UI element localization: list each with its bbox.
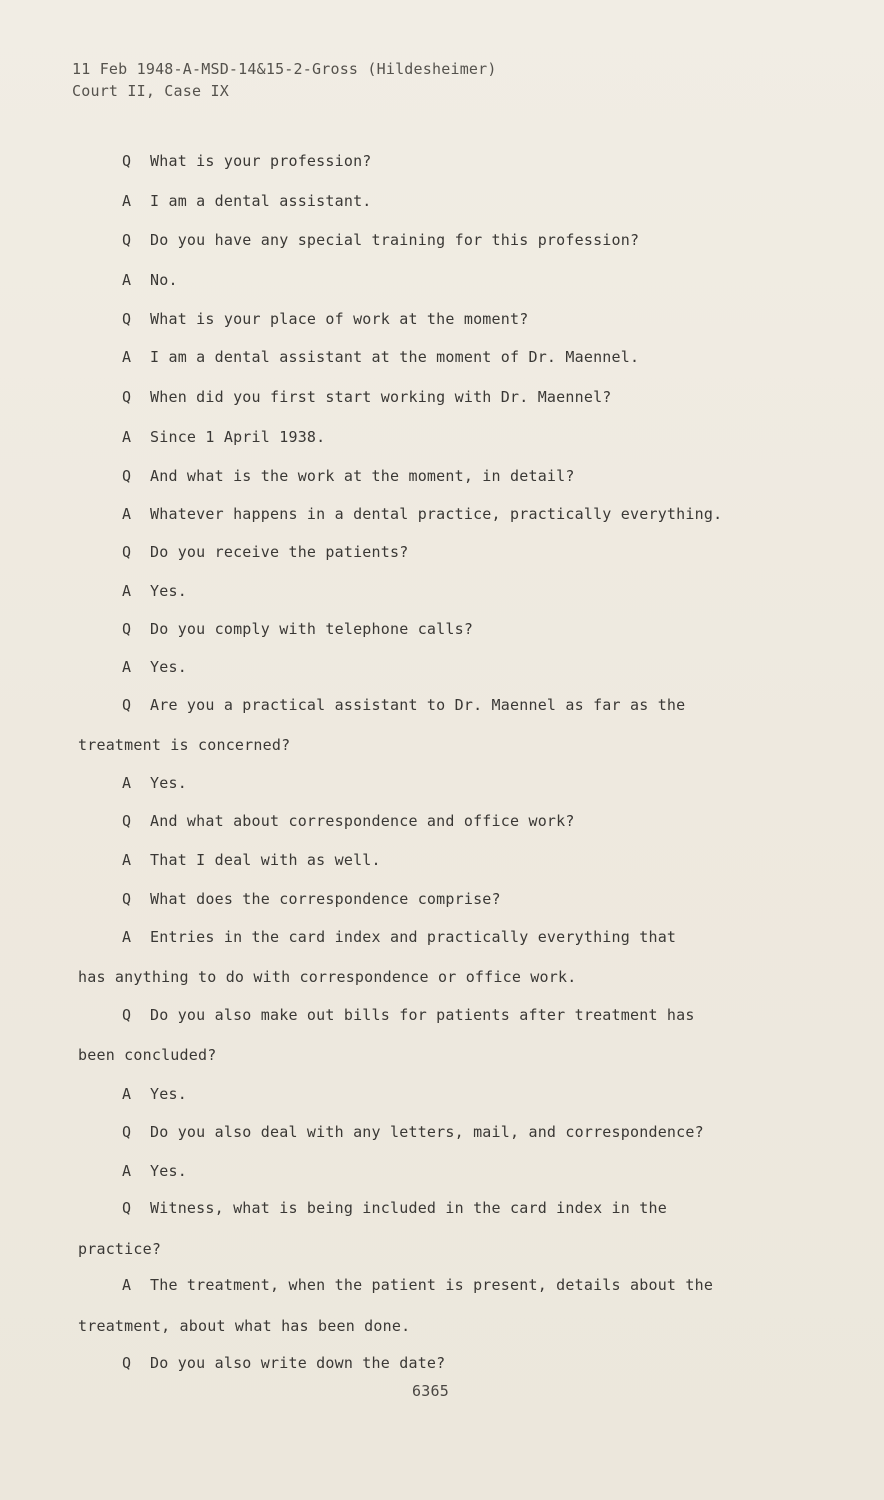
transcript-text: Do you also write down the date? bbox=[150, 1354, 446, 1372]
transcript-text: Do you receive the patients? bbox=[150, 543, 409, 561]
speaker-marker: A bbox=[122, 192, 132, 210]
transcript-line bbox=[122, 774, 187, 792]
transcript-text: treatment is concerned? bbox=[78, 736, 291, 754]
transcript-text: When did you first start working with Dr. Maennel? bbox=[150, 388, 612, 406]
speaker-marker: Q bbox=[122, 620, 132, 638]
transcript-text: I am a dental assistant at the moment of Dr. Maennel. bbox=[150, 348, 640, 366]
speaker-marker: A bbox=[122, 582, 132, 600]
speaker-marker: A bbox=[122, 428, 132, 446]
transcript-text: I am a dental assistant. bbox=[150, 192, 372, 210]
transcript-continuation-line bbox=[78, 1046, 216, 1064]
speaker-marker: Q bbox=[122, 467, 132, 485]
speaker-marker: A bbox=[122, 1085, 132, 1103]
transcript-text: Yes. bbox=[150, 1162, 187, 1180]
transcript-text: What does the correspondence comprise? bbox=[150, 890, 501, 908]
transcript-text: And what is the work at the moment, in detail? bbox=[150, 467, 575, 485]
speaker-marker: A bbox=[122, 271, 132, 289]
speaker-marker: Q bbox=[122, 231, 132, 249]
transcript-line bbox=[122, 620, 473, 638]
transcript-continuation-line bbox=[78, 736, 290, 754]
speaker-marker: Q bbox=[122, 890, 132, 908]
transcript-line bbox=[122, 310, 528, 328]
transcript-line bbox=[122, 928, 676, 946]
speaker-marker: A bbox=[122, 1276, 132, 1294]
transcript-text: Do you have any special training for this profession? bbox=[150, 231, 640, 249]
speaker-marker: A bbox=[122, 348, 132, 366]
transcript-text: Do you also deal with any letters, mail, and correspondence? bbox=[150, 1123, 704, 1141]
transcript-line bbox=[122, 1276, 713, 1294]
document-header bbox=[72, 58, 497, 102]
transcript-text: What is your profession? bbox=[150, 152, 372, 170]
transcript-text: And what about correspondence and office work? bbox=[150, 812, 575, 830]
speaker-marker: Q bbox=[122, 388, 132, 406]
speaker-marker: Q bbox=[122, 696, 132, 714]
transcript-line bbox=[122, 231, 639, 249]
transcript-text: treatment, about what has been done. bbox=[78, 1317, 411, 1335]
transcript-line bbox=[122, 467, 575, 485]
speaker-marker: A bbox=[122, 1162, 132, 1180]
transcript-text: Do you also make out bills for patients after treatment has bbox=[150, 1006, 695, 1024]
transcript-text: What is your place of work at the moment? bbox=[150, 310, 529, 328]
speaker-marker: A bbox=[122, 774, 132, 792]
transcript-line bbox=[122, 1162, 187, 1180]
header-court-line: Court II, Case IX bbox=[72, 82, 229, 100]
transcript-text: been concluded? bbox=[78, 1046, 217, 1064]
speaker-marker: Q bbox=[122, 812, 132, 830]
transcript-text: The treatment, when the patient is present, details about the bbox=[150, 1276, 714, 1294]
transcript-text: Entries in the card index and practically everything that bbox=[150, 928, 677, 946]
speaker-marker: A bbox=[122, 851, 132, 869]
transcript-text: has anything to do with correspondence or office work. bbox=[78, 968, 577, 986]
speaker-marker: Q bbox=[122, 1123, 132, 1141]
speaker-marker: Q bbox=[122, 1006, 132, 1024]
transcript-line bbox=[122, 428, 325, 446]
transcript-line bbox=[122, 388, 612, 406]
transcript-text: Yes. bbox=[150, 774, 187, 792]
transcript-continuation-line bbox=[78, 968, 576, 986]
speaker-marker: Q bbox=[122, 1199, 132, 1217]
transcript-line bbox=[122, 1085, 187, 1103]
transcript-line bbox=[122, 152, 372, 170]
transcript-line bbox=[122, 1123, 704, 1141]
speaker-marker: Q bbox=[122, 1354, 132, 1372]
transcript-text: Yes. bbox=[150, 582, 187, 600]
transcript-text: No. bbox=[150, 271, 178, 289]
transcript-text: Do you comply with telephone calls? bbox=[150, 620, 474, 638]
transcript-line bbox=[122, 890, 501, 908]
transcript-line bbox=[122, 505, 722, 523]
transcript-line bbox=[122, 192, 372, 210]
page-number: 6365 bbox=[412, 1382, 449, 1400]
transcript-text: practice? bbox=[78, 1240, 162, 1258]
transcript-line bbox=[122, 1006, 695, 1024]
transcript-line bbox=[122, 696, 685, 714]
transcript-text: Since 1 April 1938. bbox=[150, 428, 326, 446]
transcript-line bbox=[122, 1354, 445, 1372]
speaker-marker: A bbox=[122, 928, 132, 946]
transcript-text: That I deal with as well. bbox=[150, 851, 381, 869]
transcript-line bbox=[122, 812, 575, 830]
transcript-line bbox=[122, 271, 178, 289]
transcript-line bbox=[122, 851, 381, 869]
speaker-marker: A bbox=[122, 505, 132, 523]
transcript-text: Are you a practical assistant to Dr. Maennel as far as the bbox=[150, 696, 686, 714]
speaker-marker: Q bbox=[122, 543, 132, 561]
transcript-line bbox=[122, 1199, 667, 1217]
transcript-line bbox=[122, 543, 408, 561]
speaker-marker: Q bbox=[122, 152, 132, 170]
transcript-text: Whatever happens in a dental practice, practically everything. bbox=[150, 505, 723, 523]
speaker-marker: A bbox=[122, 658, 132, 676]
transcript-line bbox=[122, 582, 187, 600]
transcript-line bbox=[122, 348, 639, 366]
transcript-text: Witness, what is being included in the card index in the bbox=[150, 1199, 667, 1217]
transcript-text: Yes. bbox=[150, 1085, 187, 1103]
transcript-line bbox=[122, 658, 187, 676]
transcript-continuation-line bbox=[78, 1240, 161, 1258]
header-reference-line: 11 Feb 1948-A-MSD-14&15-2-Gross (Hildesheimer) bbox=[72, 60, 497, 78]
transcript-text: Yes. bbox=[150, 658, 187, 676]
transcript-continuation-line bbox=[78, 1317, 410, 1335]
speaker-marker: Q bbox=[122, 310, 132, 328]
